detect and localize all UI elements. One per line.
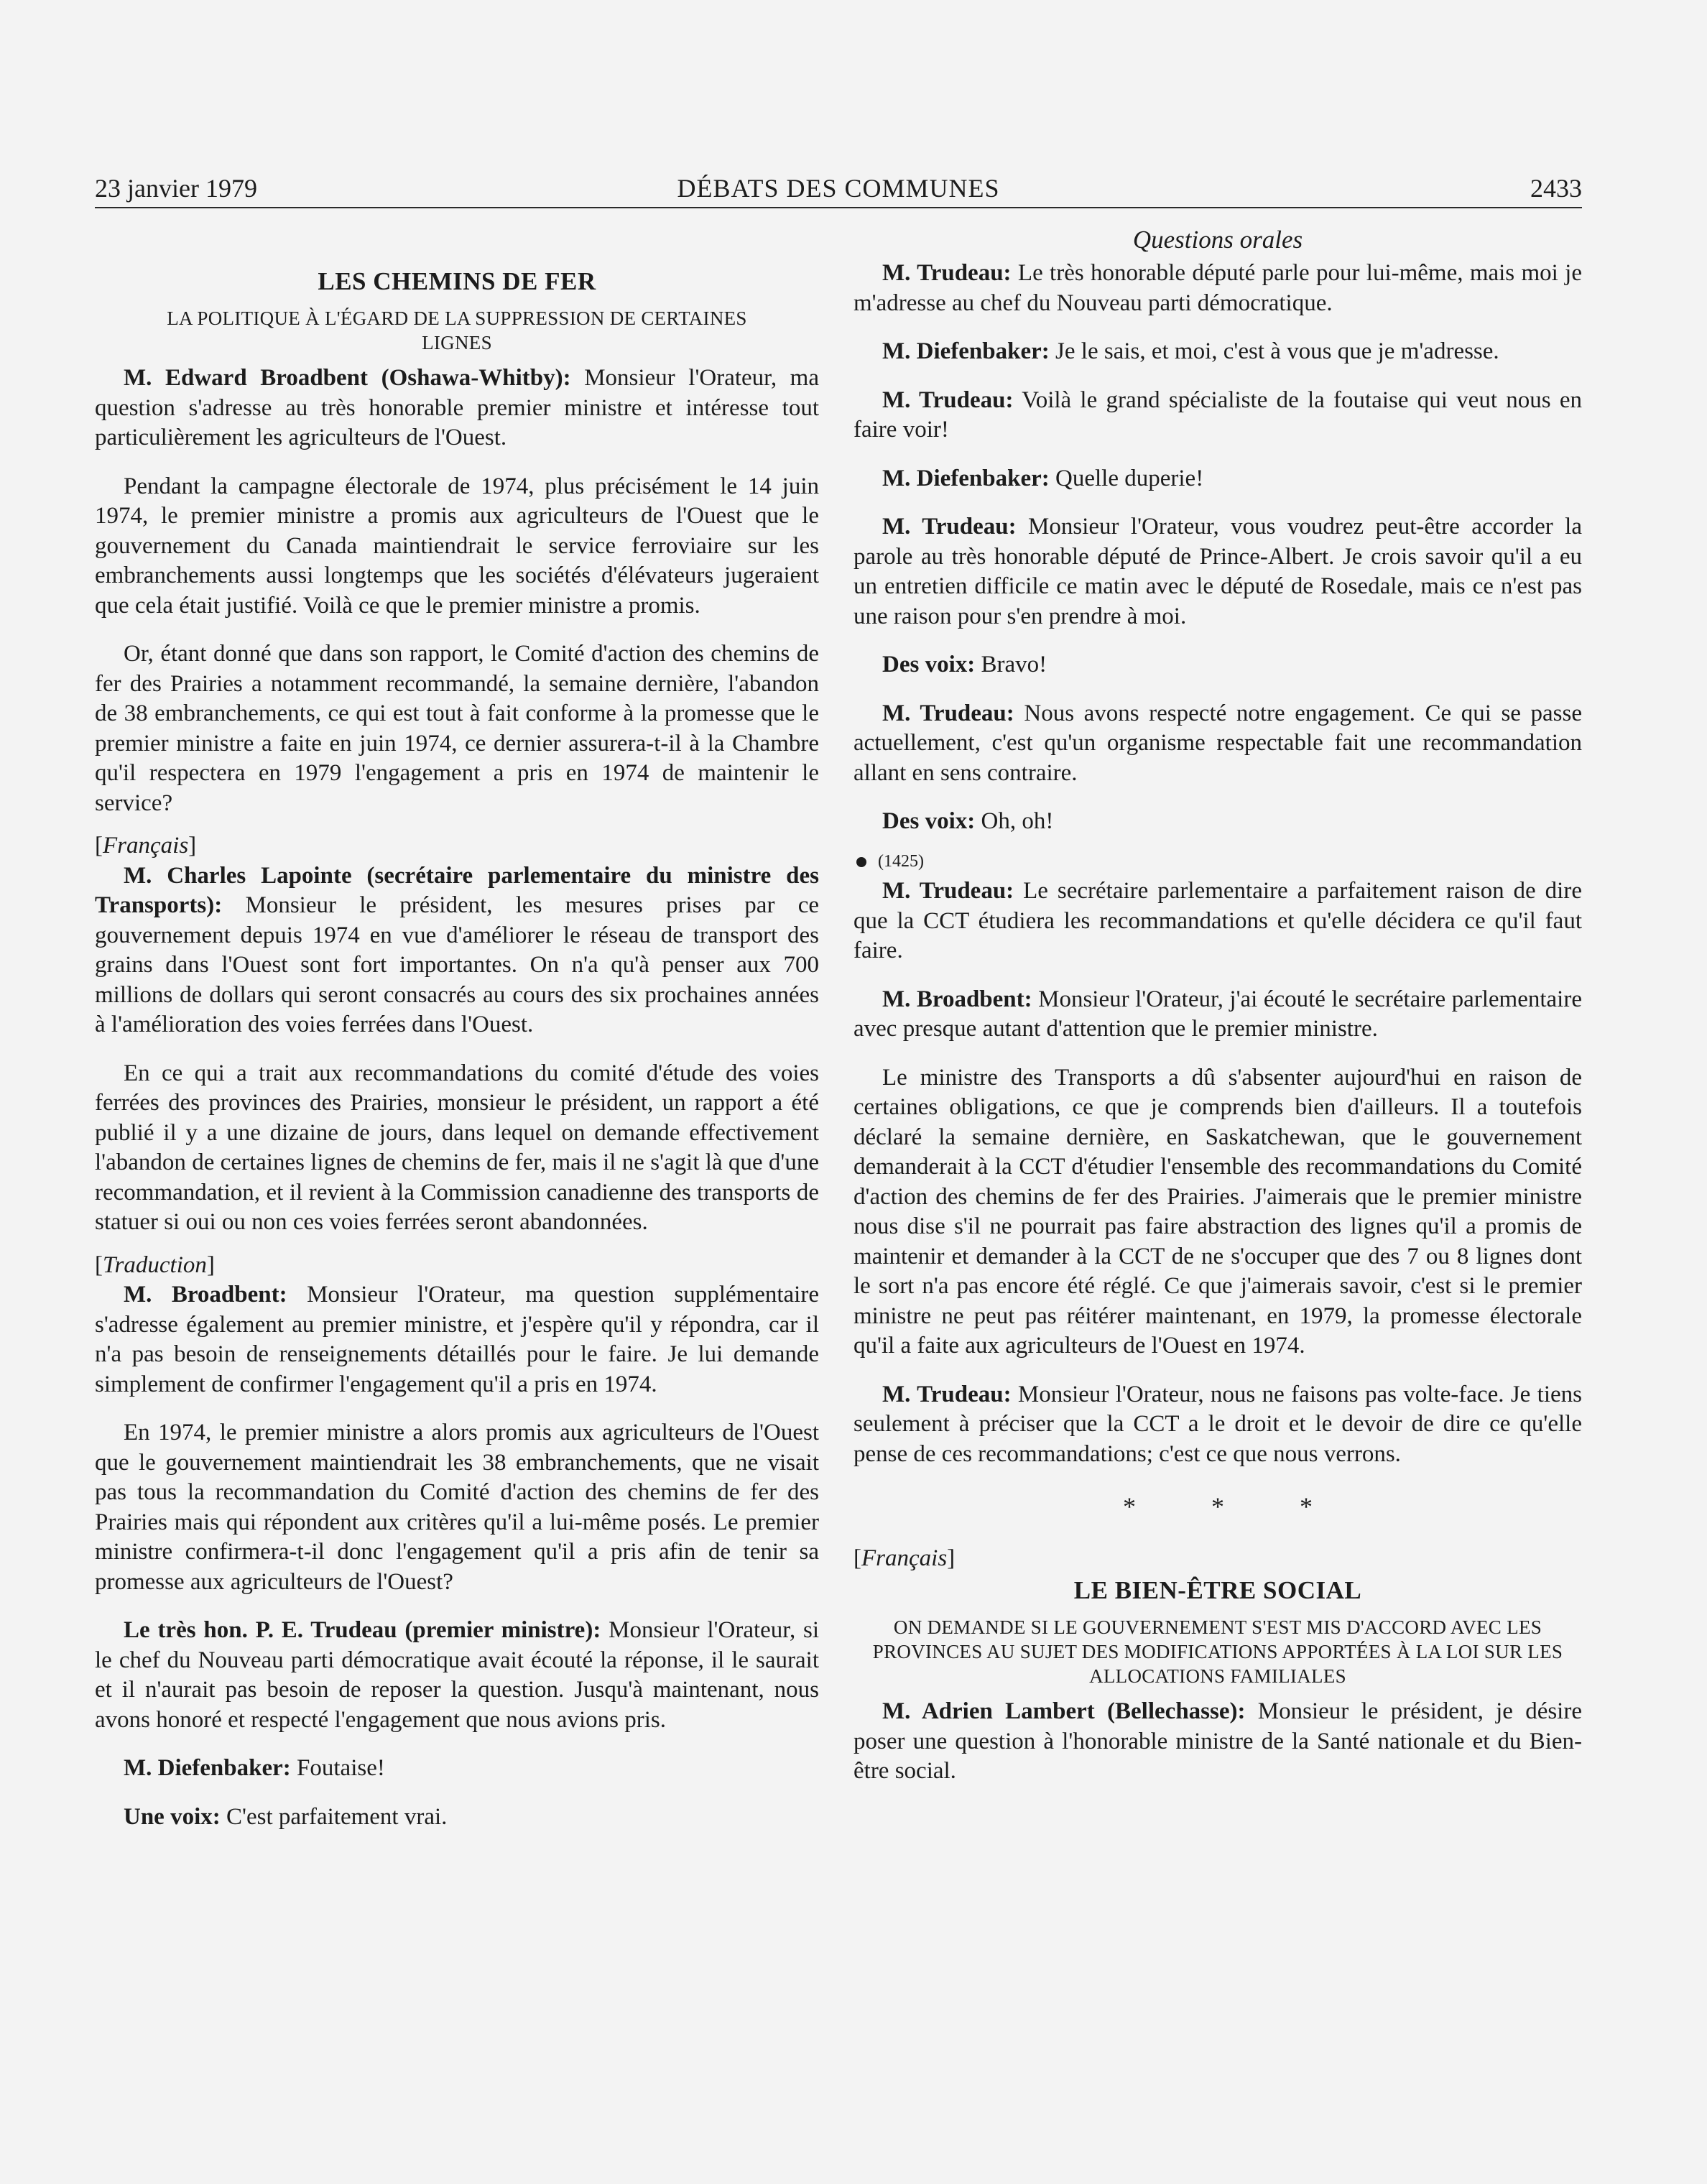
speech-text: Je le sais, et moi, c'est à vous que je m'adresse. — [1049, 338, 1499, 364]
speaker-name: M. Trudeau: — [882, 700, 1014, 726]
speaker-name: M. Charles Lapointe (secrétaire parlementaire du ministre des Transports): — [95, 862, 819, 918]
running-head: Questions orales — [1132, 226, 1303, 254]
speech-paragraph — [854, 807, 1582, 837]
speaker-name: M. Trudeau: — [882, 260, 1012, 286]
speaker-name: M. Diefenbaker: — [124, 1755, 291, 1781]
speech-paragraph: Or, étant donné que dans son rapport, le Comité d'action des chemins de fer des Prairies a notamment recommandé, la semaine dernière, l'abandon de 38 embranchements, ce qui est tout à fait conforme à la promesse que le premier ministre a faite en juin 1974, ce dernier assurera-t-il à la Chambre qu'il respectera en 1979 l'engagement a pris en 1974 de maintenir le service? — [95, 641, 819, 816]
speech-text: Nous avons respecté notre engagement. Ce qui se passe actuellement, c'est qu'un organisme respectable fait une recommandation allant en sens contraire. — [854, 700, 1582, 786]
page-header — [95, 170, 1582, 207]
speech-paragraph — [854, 650, 1582, 680]
bullet-dot-icon — [856, 857, 866, 867]
speech-text: Monsieur l'Orateur, si le chef du Nouveau parti démocratique avait écouté la réponse, il le saurait et il n'aurait pas besoin de reposer la question. Jusqu'à maintenant, nous avons honoré et respecté l'engagement que nous avions pris. — [95, 1617, 819, 1733]
speech-text: Monsieur l'Orateur, ma question s'adresse au très honorable premier ministre et intéresse tout particulièrement les agriculteurs de l'Ouest. — [95, 365, 819, 450]
section-separator: * * * — [1123, 1492, 1347, 1521]
language-label: Français — [103, 833, 189, 859]
time-stamp: (1425) — [878, 851, 924, 871]
header-title: DÉBATS DES COMMUNES — [677, 174, 1000, 203]
speaker-name: Le très hon. P. E. Trudeau (premier ministre): — [124, 1617, 601, 1643]
speech-paragraph: Pendant la campagne électorale de 1974, plus précisément le 14 juin 1974, le premier ministre a promis aux agriculteurs de l'Ouest que le gouvernement du Canada maintiendrait le service ferroviaire sur les embranchements aussi longtemps que les sociétés d'élévateurs jugeraient que cela était justifié. Voilà ce que le premier ministre a promis. — [95, 473, 819, 619]
speaker-name: M. Trudeau: — [882, 387, 1014, 413]
speaker-name: M. Trudeau: — [882, 878, 1014, 904]
speech-text: Monsieur le président, les mesures prises par ce gouvernement depuis 1974 en vue d'améliorer le réseau de transport des grains dans l'Ouest sont fort importantes. On n'a qu'à penser aux 700 millions de dollars qui seront consacrés au cours des six prochaines années à l'amélioration des voies ferrées dans l'Ouest. — [95, 892, 819, 1037]
speech-text: Monsieur le président, je désire poser une question à l'honorable ministre de la Santé nationale et du Bien-être social. — [854, 1698, 1582, 1784]
speech-text: Foutaise! — [290, 1755, 385, 1781]
speaker-name: Des voix: — [882, 808, 976, 834]
speech-paragraph — [854, 512, 1582, 631]
section-subtitle: LA POLITIQUE À L'ÉGARD DE LA SUPPRESSION DE CERTAINES LIGNES — [167, 307, 747, 353]
time-marker — [854, 847, 1582, 877]
speech-paragraph — [854, 464, 1582, 494]
page-number: 2433 — [1530, 174, 1582, 203]
header-date: 23 janvier 1979 — [95, 174, 257, 203]
speech-paragraph — [854, 337, 1582, 367]
speaker-name: M. Diefenbaker: — [882, 465, 1050, 491]
speaker-name: Des voix: — [882, 652, 976, 677]
speech-text: Le très honorable député parle pour lui-même, mais moi je m'adresse au chef du Nouveau parti démocratique. — [854, 260, 1582, 316]
speaker-name: M. Edward Broadbent (Oshawa-Whitby): — [124, 365, 571, 391]
speech-paragraph — [854, 699, 1582, 789]
language-marker: [Français] — [95, 833, 197, 859]
section-subtitle: ON DEMANDE SI LE GOUVERNEMENT S'EST MIS D'ACCORD AVEC LES PROVINCES AU SUJET DES MODIFICATIONS APPORTÉES À LA LOI SUR LES ALLOCATIONS FAMILIALES — [872, 1616, 1563, 1687]
speaker-name: M. Trudeau: — [882, 1381, 1012, 1407]
speech-paragraph: Le ministre des Transports a dû s'absenter aujourd'hui en raison de certaines obligations, ce que je comprends bien d'ailleurs. Il a toutefois déclaré la semaine dernière, en Saskatchewan, que le gouvernement demanderait à la CCT d'étudier l'ensemble des recommandations du Comité d'action des chemins de fer des Prairies. J'aimerais que le premier ministre nous dise s'il ne pourrait pas faire abstraction des lignes qu'il a promis de maintenir et demander à la CCT de ne s'occuper que des 7 ou 8 lignes dont le sort n'a pas encore été réglé. Ce que j'aimerais savoir, c'est si le premier ministre ne peut pas réitérer maintenant, en 1979, la promesse électorale qu'il a faite aux agriculteurs de l'Ouest en 1974. — [854, 1064, 1582, 1359]
language-marker: [Français] — [854, 1545, 956, 1571]
language-label: Français — [861, 1545, 948, 1571]
header-rule — [95, 207, 1582, 208]
left-column — [95, 224, 819, 1851]
speech-text: Monsieur l'Orateur, nous ne faisons pas volte-face. Je tiens seulement à préciser que la CCT a le droit et le devoir de dire ce qu'elle pense de ces recommandations; c'est ce que nous verrons. — [854, 1381, 1582, 1467]
speech-text: Monsieur l'Orateur, ma question supplémentaire s'adresse également au premier ministre, et j'espère qu'il y répondra, car il n'a pas besoin de renseignements détaillés pour le faire. Je lui demande simplement de confirmer l'engagement qu'il a pris en 1974. — [95, 1282, 819, 1397]
speech-text: Le secrétaire parlementaire a parfaitement raison de dire que la CCT étudiera les recommandations et qu'elle décidera ce qu'il faut faire. — [854, 878, 1582, 963]
speech-text: Monsieur l'Orateur, vous voudrez peut-être accorder la parole au très honorable député de Prince-Albert. Je crois savoir qu'il a eu un entretien difficile ce matin avec le député de Rosedale, mais ce n'est pas une raison pour s'en prendre à moi. — [854, 514, 1582, 629]
speech-paragraph — [95, 1280, 819, 1399]
speech-paragraph — [854, 259, 1582, 318]
speaker-name: M. Trudeau: — [882, 514, 1017, 540]
speaker-name: M. Broadbent: — [882, 986, 1032, 1012]
speech-paragraph — [95, 1803, 819, 1833]
speech-paragraph — [854, 1697, 1582, 1787]
speech-text: C'est parfaitement vrai. — [220, 1803, 448, 1830]
language-marker: [Traduction] — [95, 1251, 215, 1278]
speech-paragraph: En ce qui a trait aux recommandations du comité d'étude des voies ferrées des provinces des Prairies, monsieur le président, un rapport a été publié il y a une dizaine de jours, dans lequel on demande effectivement l'abandon de certaines lignes de chemins de fer, mais il ne s'agit là que d'une recommandation, et il revient à la Commission canadienne des transports de statuer si oui ou non ces voies ferrées seront abandonnées. — [95, 1060, 819, 1235]
speech-paragraph: En 1974, le premier ministre a alors promis aux agriculteurs de l'Ouest que le gouvernement maintiendrait les 38 embranchements, que ne visait pas tous la recommandation du Comité d'action des chemins de fer des Prairies mais qui répondent aux critères qu'il a lui-même posés. Le premier ministre confirmera-t-il donc l'engagement qu'il a pris afin de tenir sa promesse aux agriculteurs de l'Ouest? — [95, 1420, 819, 1595]
speech-text: Voilà le grand spécialiste de la foutaise qui veut nous en faire voir! — [854, 387, 1582, 443]
language-label: Traduction — [103, 1251, 207, 1278]
speech-text: Quelle duperie! — [1049, 465, 1204, 491]
speech-paragraph — [854, 876, 1582, 966]
right-column — [854, 224, 1582, 1805]
speaker-name: M. Adrien Lambert (Bellechasse): — [882, 1698, 1246, 1724]
speaker-name: Une voix: — [124, 1803, 221, 1830]
speech-paragraph — [854, 386, 1582, 445]
speech-paragraph — [95, 364, 819, 453]
speech-text: Oh, oh! — [975, 808, 1054, 834]
speech-paragraph — [95, 861, 819, 1040]
speaker-name: M. Diefenbaker: — [882, 338, 1050, 364]
speech-text: Monsieur l'Orateur, j'ai écouté le secrétaire parlementaire avec presque autant d'attention que le premier ministre. — [854, 986, 1582, 1042]
section-title: LE BIEN-ÊTRE SOCIAL — [1073, 1576, 1362, 1604]
speaker-name: M. Broadbent: — [124, 1282, 287, 1308]
speech-paragraph — [95, 1754, 819, 1784]
section-title: LES CHEMINS DE FER — [318, 267, 596, 295]
speech-paragraph — [95, 1616, 819, 1735]
speech-paragraph — [854, 985, 1582, 1045]
speech-text: Bravo! — [975, 652, 1047, 677]
speech-paragraph — [854, 1380, 1582, 1470]
